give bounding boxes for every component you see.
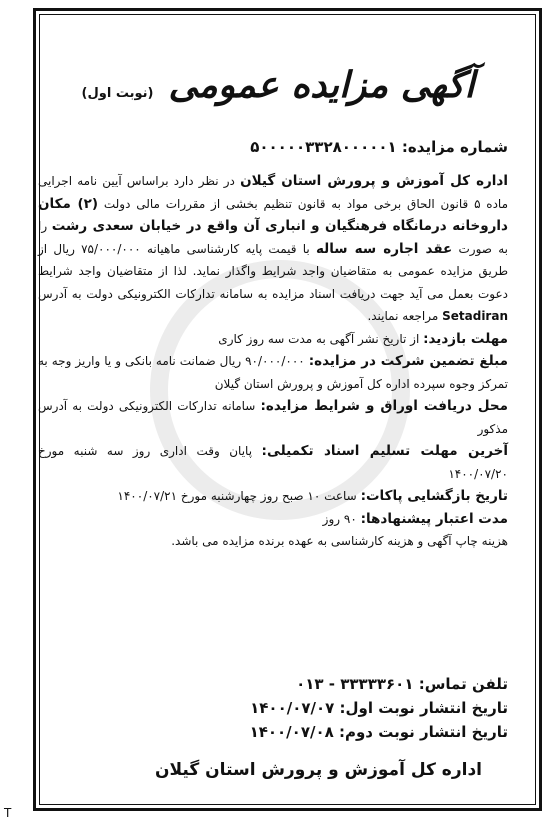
contact-phone: تلفن تماس: ۳۳۳۳۳۶۰۱ - ۰۱۳ <box>296 675 508 693</box>
lease-text: با قیمت پایه کارشناسی ماهیانه ۷۵/۰۰۰/۰۰۰ ریال از طریق مزایده عمومی به متقاضیان واجد شرایط واگذار نماید. لذا از متقاضیان واجد شرایط دعوت بعمل می آید جهت دریافت اسناد مزایده به سامانه تدارکات الکترونیکی دولت به آدرس <box>38 241 508 301</box>
corner-mark: T <box>4 806 12 820</box>
subject: (۲) مکان داروخانه درمانگاه فرهنگیان و انباری آن واقع در خیابان سعدی رشت <box>38 195 508 234</box>
opening-label: تاریخ بازگشایی پاکات: <box>360 488 508 504</box>
intro-text: در نظر دارد براساس آیین نامه اجرایی ماده ۵ قانون الحاق برخی مواد به قانون تنظیم بخشی از مقررات مالی دولت <box>38 174 509 211</box>
first-publication-date: تاریخ انتشار نوبت اول: ۱۴۰۰/۰۷/۰۷ <box>250 699 508 717</box>
cost-text: هزینه چاپ آگهی و هزینه کارشناسی به عهده برنده مزایده می باشد. <box>171 534 508 548</box>
footer-org: اداره کل آموزش و پرورش استان گیلان <box>155 760 482 780</box>
second-publication-date: تاریخ انتشار نوبت دوم: ۱۴۰۰/۰۷/۰۸ <box>249 723 508 741</box>
intro-org: اداره کل آموزش و پرورش استان گیلان <box>240 173 508 189</box>
contact-block <box>250 672 508 744</box>
opening-text: ساعت ۱۰ صبح روز چهارشنبه مورخ ۱۴۰۰/۰۷/۲۱ <box>117 489 361 503</box>
auction-number: شماره مزایده: ۵۰۰۰۰۰۳۳۲۸۰۰۰۰۰۱ <box>250 138 508 156</box>
visit-label: مهلت بازدید: <box>423 330 508 347</box>
ad-title: آگهی مزایده عمومی <box>168 64 475 106</box>
lease-type: عقد اجاره سه ساله <box>315 240 453 257</box>
header <box>42 64 514 106</box>
lease-end: مراجعه نمایند. <box>367 309 443 323</box>
subject-text: را به صورت <box>38 219 508 256</box>
docs-text: سامانه تدارکات الکترونیکی دولت به آدرس مذکور <box>38 399 508 436</box>
validity-label: مدت اعتبار پیشنهادها: <box>360 510 508 527</box>
setadiran-link: Setadiran <box>442 309 508 323</box>
guarantee-text: ۹۰/۰۰۰/۰۰۰ ریال ضمانت نامه بانکی و یا واریز وجه به تمرکز وجوه سپرده اداره کل آموزش و پرورش استان گیلان <box>38 354 508 391</box>
validity-text: ۹۰ روز <box>322 511 361 526</box>
ad-subtitle: (نوبت اول) <box>81 86 154 101</box>
docs-label: محل دریافت اوراق و شرایط مزایده: <box>260 398 508 414</box>
ad-body <box>38 170 508 553</box>
deadline-label: آخرین مهلت تسلیم اسناد تکمیلی: <box>261 443 508 459</box>
guarantee-label: مبلغ تضمین شرکت در مزایده: <box>308 353 508 369</box>
deadline-text: پایان وقت اداری روز سه شنبه مورخ ۱۴۰۰/۰۷/۲۰ <box>38 444 508 481</box>
visit-text: از تاریخ نشر آگهی به مدت سه روز کاری <box>218 331 424 346</box>
